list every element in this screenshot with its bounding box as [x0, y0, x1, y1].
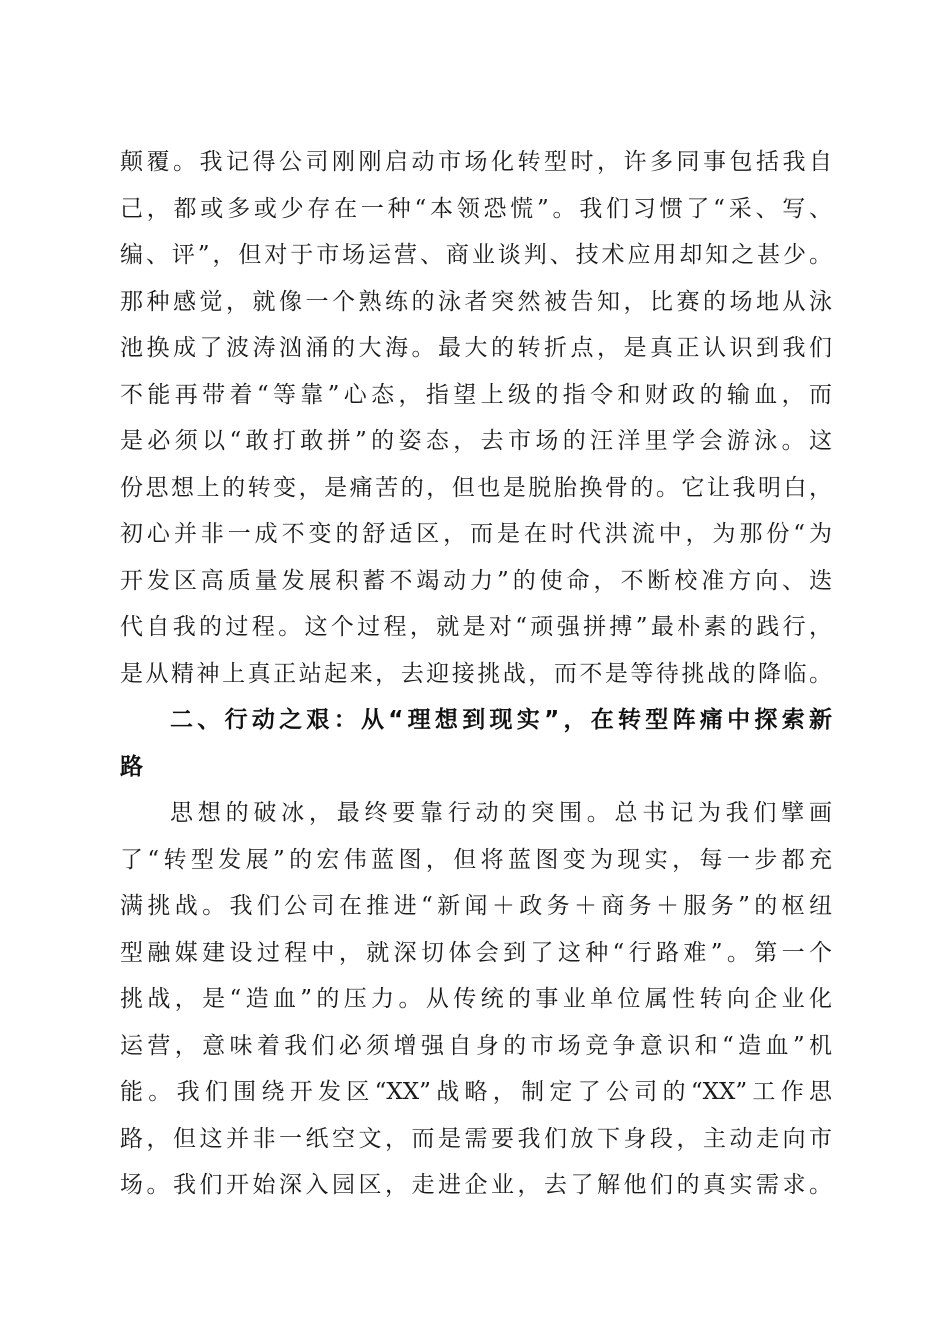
paragraph-1-line-4: 那种感觉，就像一个熟练的泳者突然被告知，比赛的场地从泳	[120, 289, 832, 315]
paragraph-1-line-12: 是从精神上真正站起来，去迎接挑战，而不是等待挑战的降临。	[120, 661, 832, 687]
paragraph-2-line-6: 运营，意味着我们必须增强自身的市场竞争意识和“造血”机	[120, 1033, 832, 1059]
paragraph-2-line-5: 挑战，是“造血”的压力。从传统的事业单位属性转向企业化	[120, 986, 832, 1012]
section-heading-line-2: 路	[120, 754, 143, 780]
section-heading-line-1: 二、行动之艰：从“理想到现实”，在转型阵痛中探索新	[170, 707, 832, 733]
paragraph-1-line-8: 份思想上的转变，是痛苦的，但也是脱胎换骨的。它让我明白，	[120, 475, 832, 501]
paragraph-1-line-7: 是必须以“敢打敢拼”的姿态，去市场的汪洋里学会游泳。这	[120, 428, 832, 454]
paragraph-2-line-4: 型融媒建设过程中，就深切体会到了这种“行路难”。第一个	[120, 940, 832, 966]
paragraph-1-line-3: 编、评”，但对于市场运营、商业谈判、技术应用却知之甚少。	[120, 242, 832, 268]
paragraph-1-line-5: 池换成了波涛汹涌的大海。最大的转折点，是真正认识到我们	[120, 335, 832, 361]
paragraph-1-line-1: 颠覆。我记得公司刚刚启动市场化转型时，许多同事包括我自	[120, 149, 832, 175]
paragraph-2-line-9: 场。我们开始深入园区，走进企业，去了解他们的真实需求。	[120, 1172, 832, 1198]
paragraph-1-line-9: 初心并非一成不变的舒适区，而是在时代洪流中，为那份“为	[120, 521, 832, 547]
paragraph-1-line-11: 代自我的过程。这个过程，就是对“顽强拼搏”最朴素的践行，	[120, 614, 832, 640]
paragraph-1-line-2: 己，都或多或少存在一种“本领恐慌”。我们习惯了“采、写、	[120, 196, 832, 222]
paragraph-1-line-6: 不能再带着“等靠”心态，指望上级的指令和财政的输血，而	[120, 382, 832, 408]
paragraph-2-line-8: 路，但这并非一纸空文，而是需要我们放下身段，主动走向市	[120, 1126, 832, 1152]
paragraph-2-line-7: 能。我们围绕开发区“XX”战略，制定了公司的“XX”工作思	[120, 1079, 832, 1105]
paragraph-1-line-10: 开发区高质量发展积蓄不竭动力”的使命，不断校准方向、迭	[120, 568, 832, 594]
paragraph-2-line-2: 了“转型发展”的宏伟蓝图，但将蓝图变为现实，每一步都充	[120, 847, 832, 873]
paragraph-2-line-1: 思想的破冰，最终要靠行动的突围。总书记为我们擘画	[170, 800, 832, 826]
paragraph-2-line-3: 满挑战。我们公司在推进“新闻＋政务＋商务＋服务”的枢纽	[120, 893, 832, 919]
